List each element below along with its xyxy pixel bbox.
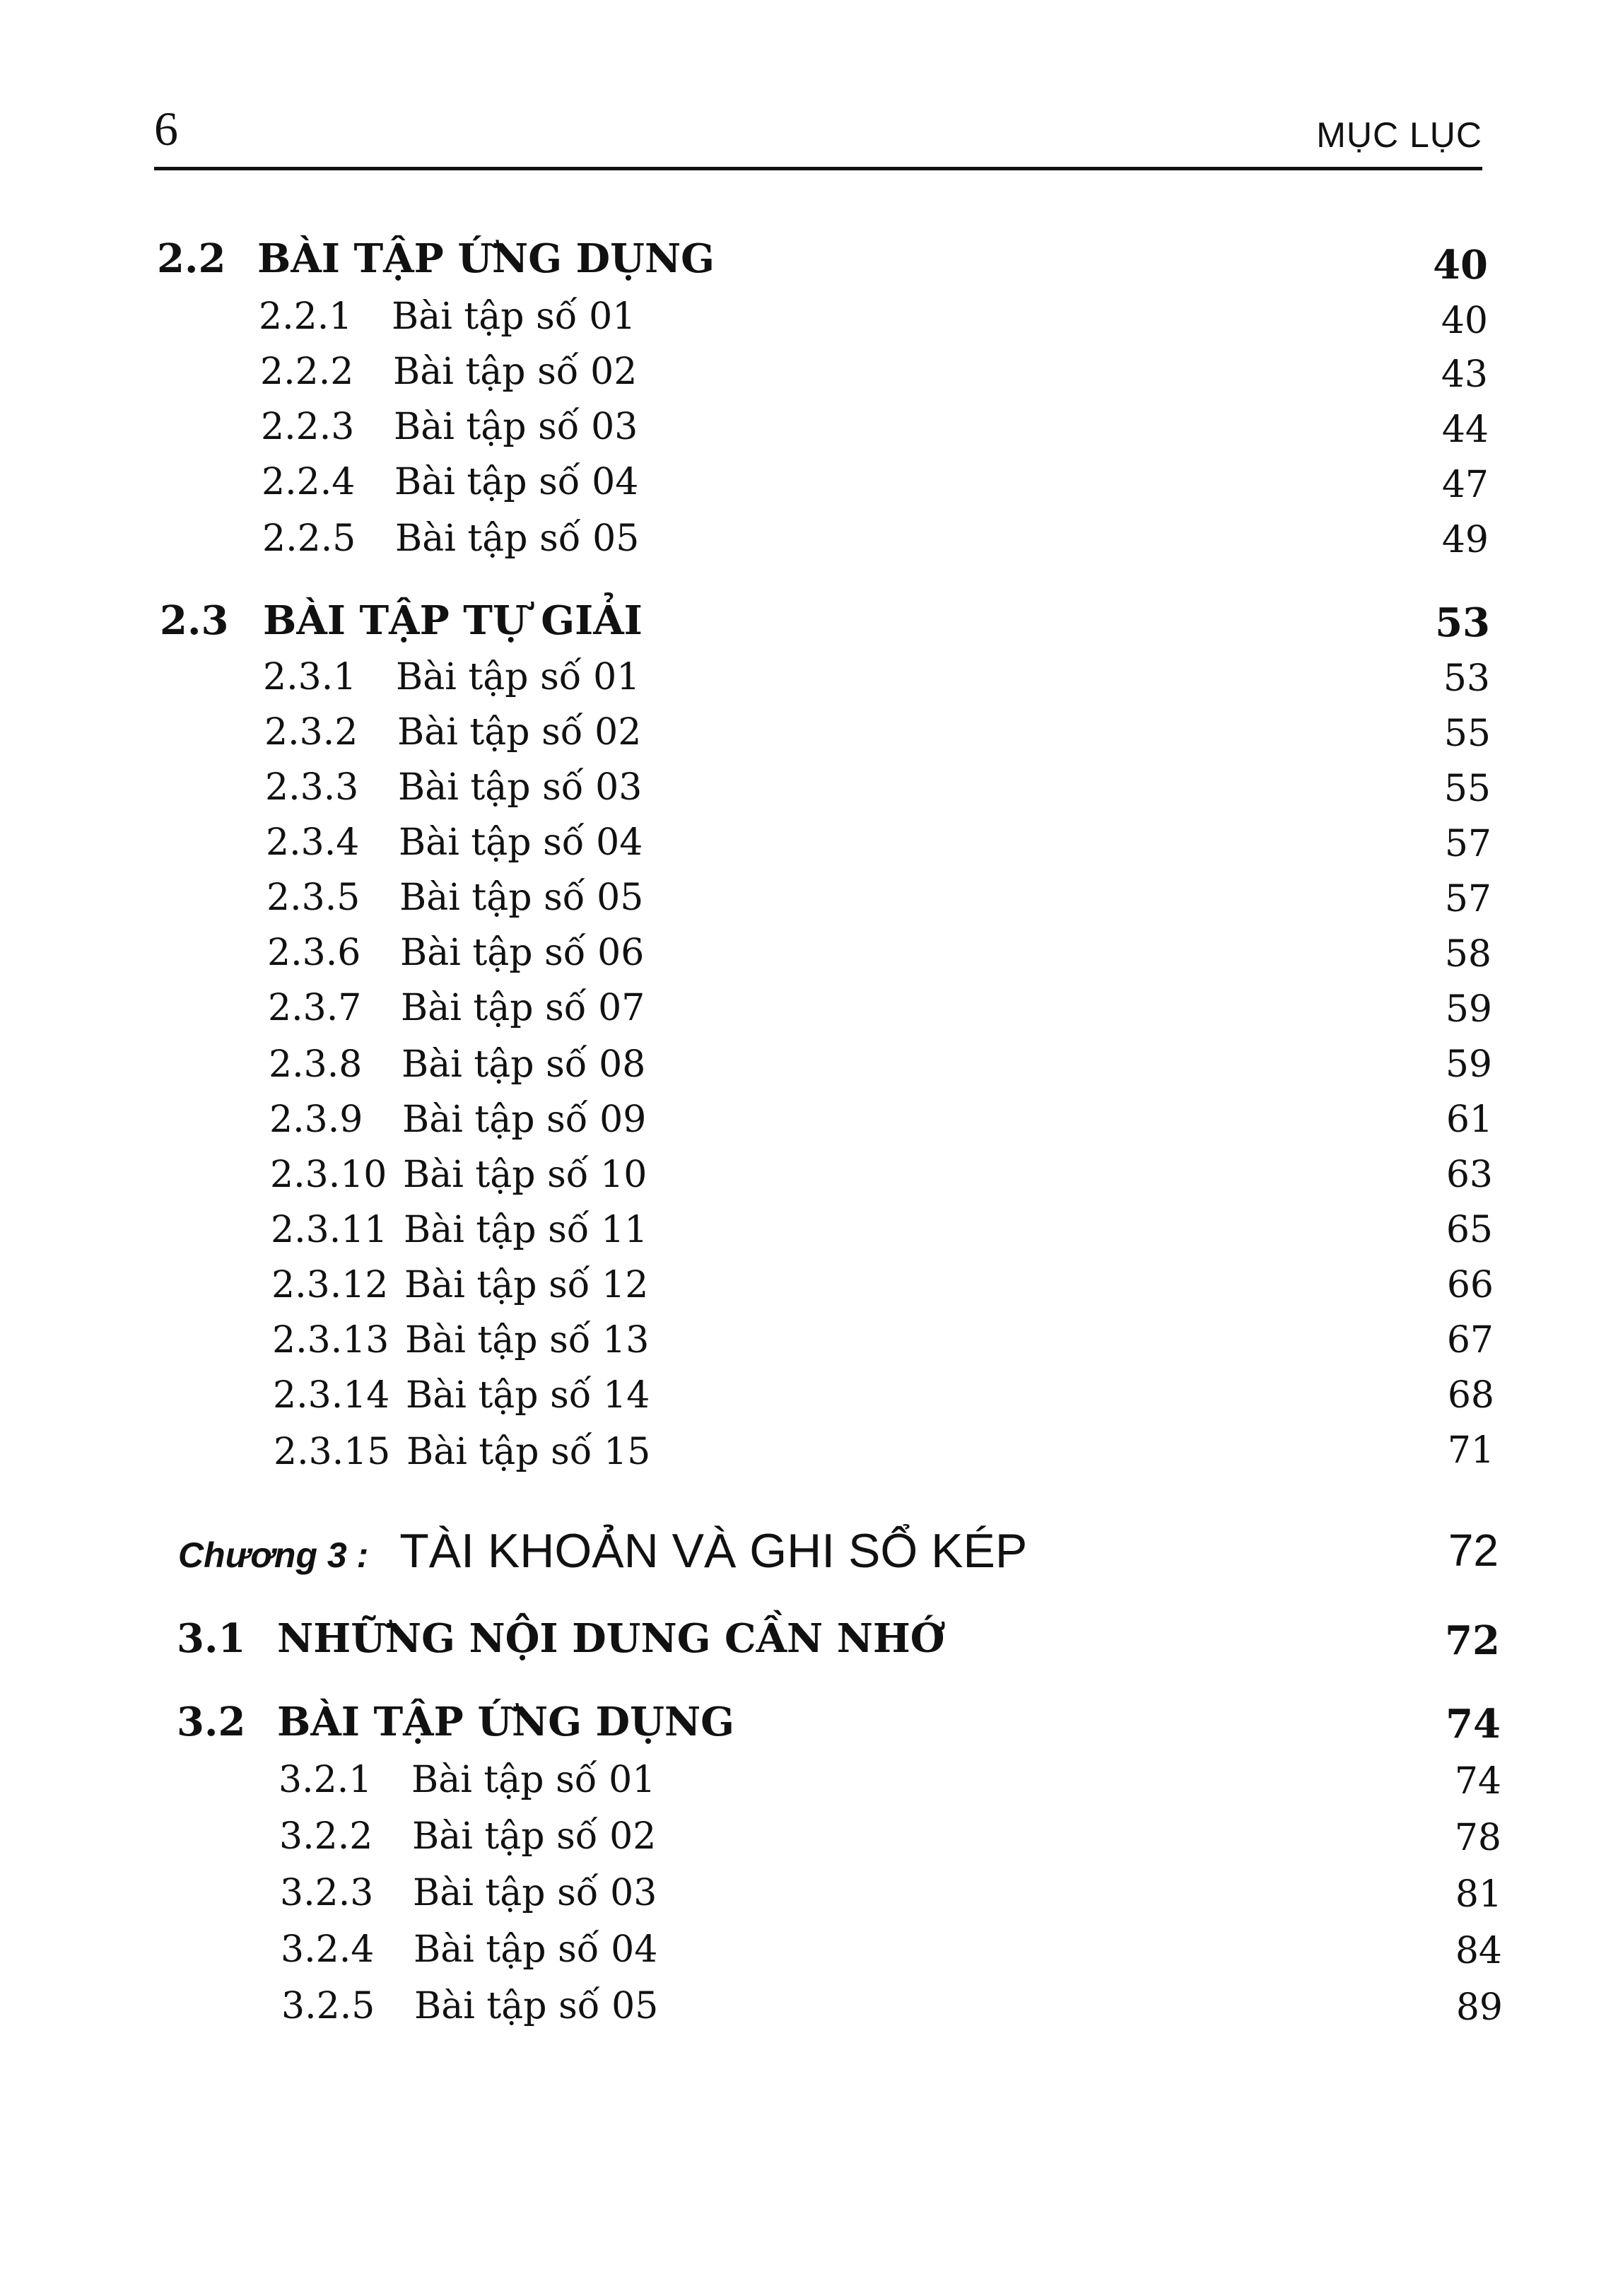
section-title: BÀI TẬP ỨNG DỤNG (277, 1699, 734, 1745)
item-number: 2.3.13 (272, 1319, 389, 1361)
item-number: 3.2.3 (280, 1872, 374, 1914)
page-number: 6 (154, 102, 178, 156)
toc-item-2-3-3-page: 55 (1443, 768, 1491, 810)
item-title: Bài tập số 12 (404, 1264, 649, 1306)
toc-section-3-2[interactable] (177, 1699, 734, 1745)
toc-item-2-3-8-page: 59 (1445, 1043, 1492, 1086)
item-number: 2.3.6 (267, 932, 361, 974)
item-title: Bài tập số 03 (398, 766, 643, 809)
toc-item-2-2-4[interactable] (262, 461, 639, 503)
toc-item-2-3-7[interactable] (268, 987, 645, 1029)
toc-item-2-3-10-page: 63 (1446, 1154, 1493, 1196)
toc-item-2-3-5-page: 57 (1444, 878, 1491, 920)
item-number: 2.3.5 (266, 877, 361, 919)
item-number: 2.3.2 (264, 711, 358, 754)
item-title: Bài tập số 04 (394, 461, 639, 503)
toc-section-3-1[interactable] (177, 1615, 945, 1662)
toc-item-2-3-9-page: 61 (1446, 1099, 1493, 1141)
toc-item-2-3-14-page: 68 (1447, 1374, 1494, 1417)
header-rule (154, 167, 1482, 170)
toc-item-2-3-12[interactable] (271, 1264, 649, 1306)
toc-item-3-2-1[interactable] (279, 1759, 656, 1801)
item-number: 2.3.9 (269, 1099, 363, 1141)
toc-item-2-3-15[interactable] (274, 1431, 651, 1473)
section-title: NHỮNG NỘI DUNG CẦN NHỚ (277, 1615, 945, 1662)
toc-item-2-2-1[interactable] (259, 295, 636, 338)
toc-item-2-3-12-page: 66 (1446, 1264, 1494, 1306)
toc-item-2-3-14[interactable] (273, 1374, 650, 1417)
toc-item-2-3-4-page: 57 (1444, 823, 1491, 865)
toc-item-3-2-2-page: 78 (1454, 1817, 1501, 1859)
item-title: Bài tập số 09 (402, 1099, 647, 1141)
section-title: BÀI TẬP TỰ GIẢI (263, 597, 643, 644)
toc-item-2-3-3[interactable] (265, 766, 643, 809)
item-number: 2.3.12 (271, 1264, 389, 1306)
section-number: 2.3 (160, 597, 229, 644)
section-title: BÀI TẬP ỨNG DỤNG (257, 235, 715, 282)
section-number: 3.1 (177, 1615, 246, 1662)
item-title: Bài tập số 15 (406, 1431, 651, 1473)
item-title: Bài tập số 04 (399, 821, 643, 864)
toc-section-3-1-page: 72 (1445, 1617, 1500, 1664)
item-title: Bài tập số 08 (402, 1043, 646, 1086)
toc-item-2-3-7-page: 59 (1445, 988, 1492, 1031)
toc-item-2-3-5[interactable] (266, 877, 644, 919)
toc-item-3-2-4[interactable] (281, 1928, 658, 1971)
item-title: Bài tập số 05 (414, 1985, 659, 2027)
item-number: 2.3.7 (268, 987, 362, 1029)
item-title: Bài tập số 05 (399, 877, 644, 919)
item-number: 2.3.4 (266, 821, 360, 864)
toc-section-2-3[interactable] (160, 597, 643, 644)
item-number: 3.2.2 (279, 1815, 373, 1858)
item-title: Bài tập số 05 (395, 517, 640, 560)
toc-section-2-3-page: 53 (1435, 599, 1490, 646)
toc-item-3-2-5[interactable] (281, 1985, 659, 2027)
section-number: 3.2 (177, 1699, 246, 1745)
chapter-title: TÀI KHOẢN VÀ GHI SỔ KÉP (399, 1524, 1028, 1578)
item-number: 2.3.8 (269, 1043, 363, 1086)
item-number: 2.2.4 (262, 461, 356, 503)
toc-item-2-2-4-page: 47 (1441, 464, 1489, 506)
item-number: 3.2.1 (279, 1759, 373, 1801)
item-number: 2.2.2 (260, 351, 354, 393)
item-number: 2.2.3 (261, 406, 355, 448)
item-title: Bài tập số 14 (406, 1374, 650, 1417)
item-number: 2.3.14 (273, 1374, 390, 1417)
item-title: Bài tập số 02 (397, 711, 642, 754)
section-number: 2.2 (157, 235, 226, 282)
toc-section-2-2[interactable] (157, 235, 715, 282)
toc-item-2-3-9[interactable] (269, 1099, 647, 1141)
toc-item-2-3-1-page: 53 (1443, 657, 1490, 700)
chapter-label: Chương 3 : (178, 1535, 369, 1575)
item-title: Bài tập số 13 (405, 1319, 650, 1361)
item-number: 2.3.11 (271, 1209, 388, 1251)
toc-item-2-3-4[interactable] (266, 821, 643, 864)
item-title: Bài tập số 11 (404, 1209, 648, 1251)
item-title: Bài tập số 01 (392, 295, 636, 338)
toc-item-2-3-11-page: 65 (1446, 1209, 1493, 1251)
item-number: 2.3.3 (265, 766, 359, 809)
item-number: 2.3.15 (274, 1431, 391, 1473)
item-number: 2.2.5 (262, 517, 356, 560)
toc-item-2-3-15-page: 71 (1447, 1429, 1494, 1472)
toc-item-3-2-3[interactable] (280, 1872, 657, 1914)
item-title: Bài tập số 03 (413, 1872, 657, 1914)
toc-item-3-2-5-page: 89 (1455, 1986, 1503, 2029)
toc-item-3-2-1-page: 74 (1454, 1760, 1501, 1803)
toc-item-2-2-3[interactable] (261, 406, 638, 448)
item-number: 3.2.4 (281, 1928, 375, 1971)
toc-item-2-3-2-page: 55 (1443, 713, 1491, 755)
running-title: MỤC LỤC (1316, 115, 1482, 155)
toc-item-2-3-2[interactable] (264, 711, 642, 754)
item-title: Bài tập số 01 (396, 656, 640, 698)
toc-item-2-3-6-page: 58 (1444, 933, 1491, 976)
toc-chapter-3[interactable] (178, 1524, 1028, 1578)
toc-item-2-3-13-page: 67 (1446, 1319, 1494, 1361)
item-number: 2.3.1 (263, 656, 357, 698)
item-title: Bài tập số 10 (403, 1154, 647, 1196)
toc-item-2-3-8[interactable] (269, 1043, 646, 1086)
item-number: 3.2.5 (281, 1985, 375, 2027)
toc-item-2-2-5-page: 49 (1441, 519, 1489, 561)
item-title: Bài tập số 03 (394, 406, 638, 448)
item-title: Bài tập số 01 (411, 1759, 656, 1801)
item-number: 2.3.10 (270, 1154, 387, 1196)
toc-section-2-2-page: 40 (1433, 242, 1488, 288)
toc-item-2-2-2-page: 43 (1441, 353, 1488, 396)
item-title: Bài tập số 02 (393, 351, 638, 393)
item-number: 2.2.1 (259, 295, 353, 338)
toc-section-3-2-page: 74 (1446, 1701, 1501, 1747)
item-title: Bài tập số 06 (400, 932, 645, 974)
toc-item-2-3-10[interactable] (270, 1154, 647, 1196)
item-title: Bài tập số 04 (414, 1928, 658, 1971)
toc-item-2-2-1-page: 40 (1441, 300, 1488, 342)
toc-item-2-3-1[interactable] (263, 656, 640, 698)
toc-item-2-3-11[interactable] (271, 1209, 648, 1251)
toc-item-3-2-2[interactable] (279, 1815, 657, 1858)
toc-item-2-2-5[interactable] (262, 517, 640, 560)
toc-item-2-3-6[interactable] (267, 932, 645, 974)
item-title: Bài tập số 02 (412, 1815, 657, 1858)
toc-item-3-2-3-page: 81 (1455, 1873, 1502, 1916)
toc-item-2-3-13[interactable] (272, 1319, 650, 1361)
toc-item-2-2-2[interactable] (260, 351, 638, 393)
toc-chapter-3-page: 72 (1448, 1525, 1499, 1576)
item-title: Bài tập số 07 (401, 987, 645, 1029)
toc-item-2-2-3-page: 44 (1441, 409, 1489, 451)
toc-item-3-2-4-page: 84 (1455, 1930, 1502, 1972)
